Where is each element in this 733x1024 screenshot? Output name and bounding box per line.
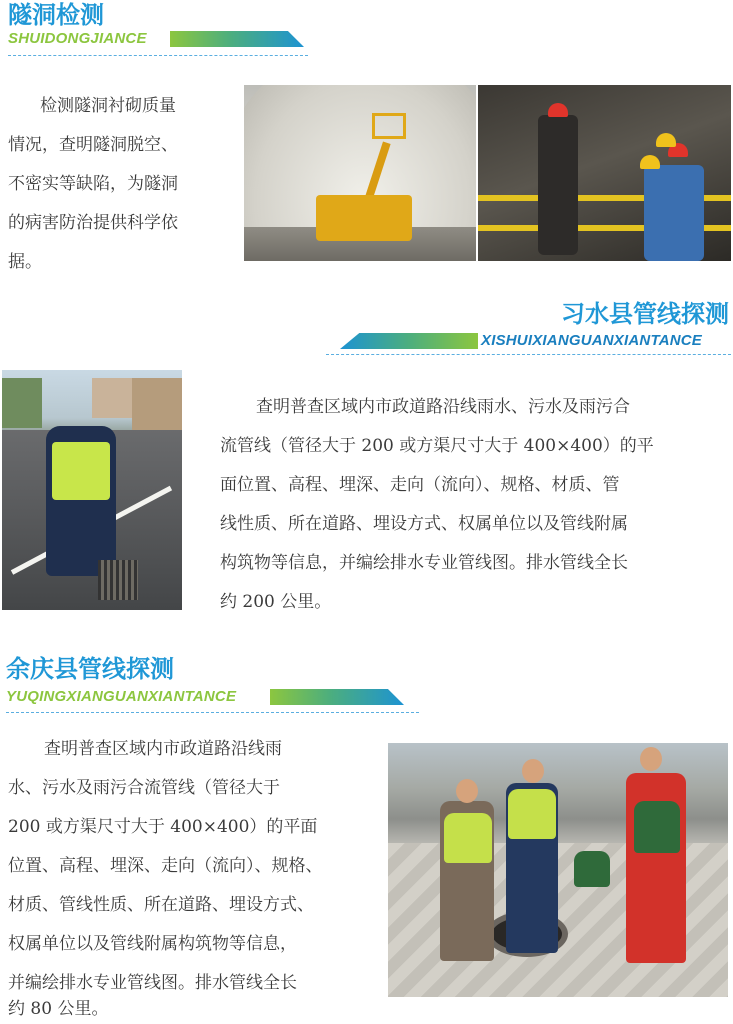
section-title-yuqing: 余庆县管线探测 (6, 655, 174, 683)
paragraph-line: 的病害防治提供科学依 (8, 213, 178, 233)
paragraph-line: 检测隧洞衬砌质量 (40, 96, 176, 116)
paragraph-line: 水、污水及雨污合流管线（管径大于 (8, 778, 280, 798)
paragraph-line: 查明普查区域内市政道路沿线雨水、污水及雨污合 (256, 397, 630, 417)
tunnel-inspection-photo (244, 85, 476, 261)
paragraph-line: 权属单位以及管线附属构筑物等信息， (8, 934, 297, 954)
paragraph-line: 材质、管线性质、所在道路、埋设方式、 (8, 895, 314, 915)
section-title-xishui: 习水县管线探测 (561, 300, 729, 328)
section-divider (6, 712, 419, 713)
paragraph-line: 约 80 公里。 (8, 999, 109, 1019)
paragraph-line: 线性质、所在道路、埋设方式、权属单位以及管线附属 (220, 514, 628, 534)
title-decoration-bar (270, 689, 404, 705)
paragraph-line: 情况，查明隧洞脱空、 (8, 135, 178, 155)
paragraph-line: 200 或方渠尺寸大于 400×400）的平面 (8, 817, 318, 837)
section-subtitle-tunnel: SHUIDONGJIANCE (8, 30, 147, 47)
paragraph-line: 并编绘排水专业管线图。排水管线全长 (8, 973, 297, 993)
title-decoration-bar (340, 333, 478, 349)
paragraph-line: 构筑物等信息，并编绘排水专业管线图。排水管线全长 (220, 553, 628, 573)
paragraph-line: 查明普查区域内市政道路沿线雨 (44, 739, 282, 759)
paragraph-line: 约 200 公里。 (220, 592, 332, 612)
title-decoration-bar (170, 31, 304, 47)
paragraph-line: 流管线（管径大于 200 或方渠尺寸大于 400×400）的平 (220, 436, 654, 456)
paragraph-line: 不密实等缺陷，为隧洞 (8, 174, 178, 194)
paragraph-line: 据。 (8, 252, 42, 272)
section-title-tunnel: 隧洞检测 (8, 1, 104, 29)
tunnel-workers-photo (478, 85, 731, 261)
paragraph-line: 面位置、高程、埋深、走向（流向）、规格、材质、管 (220, 475, 620, 495)
section-subtitle-yuqing: YUQINGXIANGUANXIANTANCE (6, 688, 237, 705)
street-survey-photo (2, 370, 182, 610)
paragraph-line: 位置、高程、埋深、走向（流向）、规格、 (8, 856, 323, 876)
manhole-survey-photo (388, 743, 728, 997)
section-divider (326, 354, 731, 355)
section-divider (8, 55, 308, 56)
section-subtitle-xishui: XISHUIXIANGUANXIANTANCE (481, 332, 703, 349)
